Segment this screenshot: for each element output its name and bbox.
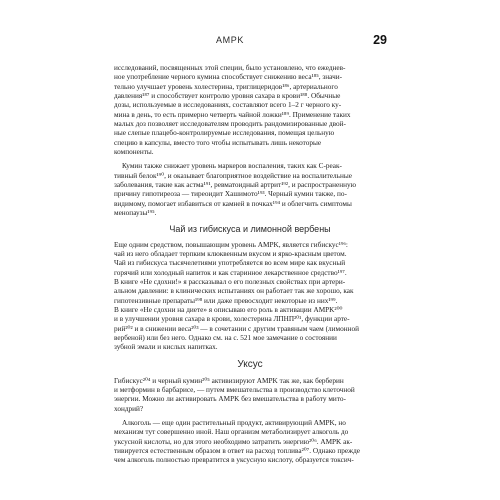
- text-line: механизм тут совершенно иной. Наш организм метаболизирует алкоголь до: [114, 428, 349, 437]
- text-line: и метформин в барбарисе, — путем вмешательства в производство клеточной: [114, 385, 355, 394]
- text-line: давления¹⁸⁷ и способствует контролю уровня сахара в крови¹⁸⁸. Обычные: [114, 92, 341, 101]
- text-line: менопаузы¹⁹⁵.: [114, 209, 157, 218]
- text-line: хондрий?: [114, 404, 144, 413]
- paragraph-vinegar-intro: [114, 377, 386, 414]
- text-line: чай из него обладает терпким клюквенным вкусом и ярко-красным цветом.: [114, 249, 347, 258]
- paragraph-cumin-studies: [114, 64, 386, 157]
- page-number: 29: [373, 33, 387, 47]
- text-line: тивируется естественным образом в ответ на расход топлива²⁰⁷. Однако прежде: [114, 447, 360, 456]
- running-head: [73, 33, 387, 47]
- text-line: тивный белок¹⁹⁰, и оказывает благоприятное воздействие на воспалительные: [114, 171, 352, 180]
- text-line: и в улучшении уровня сахара в крови, холестерина ЛПНП²⁰¹, функции арте-: [114, 315, 350, 324]
- running-title: AMPK: [216, 35, 244, 45]
- text-line: специю в капсулы, вместо того чтобы испытывать лишь некоторые: [114, 138, 322, 147]
- text-line: ное употребление черного кумина способствует снижению веса¹⁸⁵, значи-: [114, 73, 343, 82]
- text-line: альном давлении: в клинических испытаниях он работает так же хорошо, как: [114, 287, 354, 296]
- text-line: В книге «Не сдохни на диете» я описываю его роль в активации AMPK²⁰⁰: [114, 305, 343, 314]
- text-line: Кумин также снижает уровень маркеров воспаления, таких как С-реак-: [122, 162, 342, 171]
- paragraph-hibiscus: [114, 241, 386, 353]
- section-heading-vinegar: Уксус: [237, 358, 263, 370]
- text-line: уксусной кислоты, но для этого необходимо затратить энергию²⁰⁶. AMPK ак-: [114, 437, 353, 446]
- body-text: [114, 64, 386, 466]
- text-line: горячий или холодный напиток и как старинное лекарственное средство¹⁹⁷.: [114, 268, 347, 277]
- paragraph-cumin-inflammation: [114, 162, 386, 218]
- text-line: дозы, используемые в исследованиях, составляют всего 1–2 г черного ку-: [114, 101, 342, 110]
- text-line: видимому, помогает избавиться от камней в почках¹⁹⁴ и облегчить симптомы: [114, 199, 352, 208]
- text-line: тельно улучшает уровень холестерина, триглицеридов¹⁸⁶, артериального: [114, 82, 338, 91]
- text-line: энергии. Можно ли активировать AMPK без вмешательства в работу мито-: [114, 395, 346, 404]
- text-line: компоненты.: [114, 148, 154, 157]
- text-line: рий²⁰² и в снижении веса²⁰³ — в сочетании с другим травяным чаем (лимонной: [114, 324, 359, 333]
- text-line: гипотензивные препараты¹⁹⁸ или даже превосходит некоторые из них¹⁹⁹.: [114, 296, 338, 305]
- text-line: причину гипотиреоза — тиреоидит Хашимото¹⁹³. Черный кумин также, по-: [114, 190, 347, 199]
- text-line: Чай из гибискуса тысячелетиями употребляется во всем мире как вкусный: [114, 259, 346, 268]
- text-line: Гибискус²⁰⁴ и черный кумин²⁰⁵ активизируют AMPK так же, как берберин: [114, 376, 344, 385]
- text-line: зубной эмали и кислых напитках.: [114, 343, 218, 352]
- text-line: ные слепые плацебо-контролируемые исследования, помещая цельную: [114, 129, 335, 138]
- text-line: малых доз позволяет исследователям проводить рандомизированные двой-: [114, 120, 346, 129]
- text-line: мина в день, то есть примерно четверть чайной ложки¹⁸⁹. Применение таких: [114, 110, 351, 119]
- text-line: чем алкоголь полностью превратится в уксусную кислоту, образуется токсич-: [114, 456, 354, 465]
- text-line: исследований, посвященных этой специи, было установлено, что ежеднев-: [114, 64, 346, 72]
- text-line: заболевания, такие как астма¹⁹¹, ревматоидный артрит¹⁹², и распространенную: [114, 181, 357, 190]
- text-line: Еще одним средством, повышающим уровень AMPK, является гибискус¹⁹⁶:: [114, 240, 348, 249]
- text-line: вербеной) или без него. Однако см. на с. 521 мое замечание о состоянии: [114, 333, 337, 342]
- section-heading-hibiscus: Чай из гибискуса и лимонной вербены: [169, 223, 331, 234]
- paragraph-alcohol: [114, 419, 386, 466]
- text-line: В книге «Не сдохни!» я рассказывал о его полезных свойствах при артери-: [114, 277, 346, 286]
- text-line: Алкоголь — еще один растительный продукт, активирующий AMPK, но: [122, 419, 346, 427]
